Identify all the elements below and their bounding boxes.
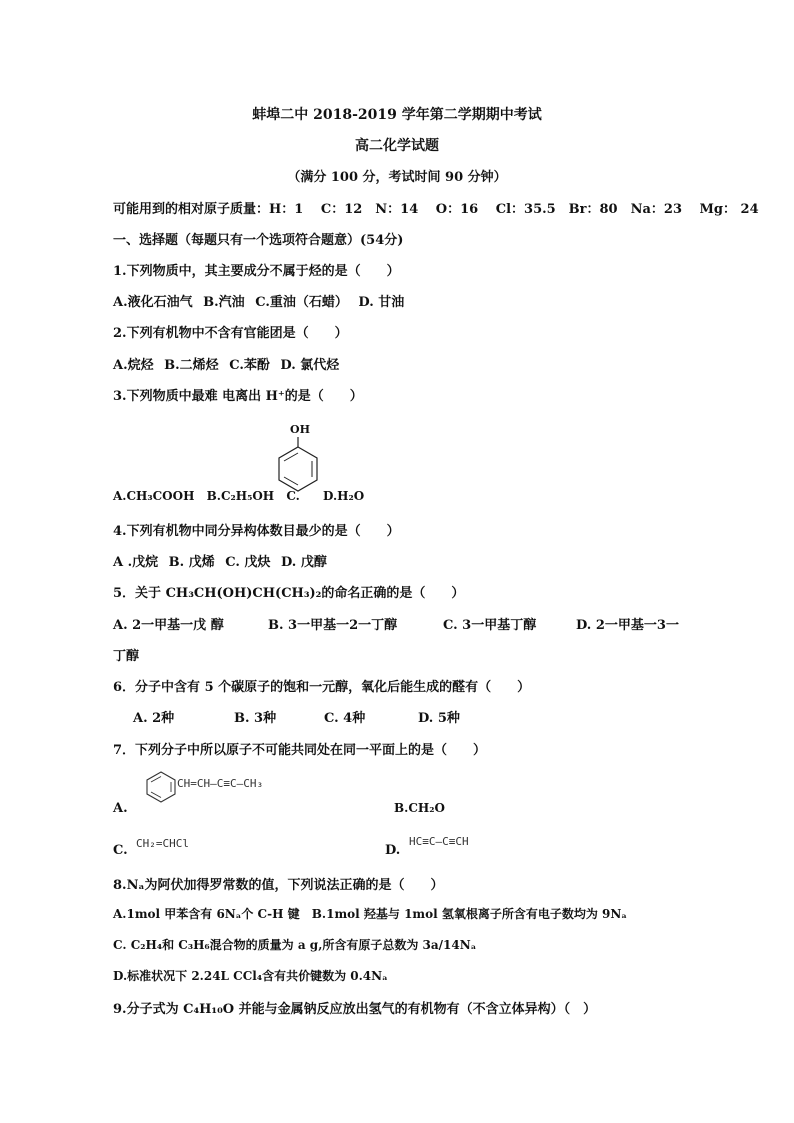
option-a: A.CH₃COOH [113,489,195,503]
option-a: A.液化石油气 [113,295,193,310]
option-b: B.C₂H₅OH [206,489,275,503]
question-5-option-a: A. 2一甲基一戊 醇 [113,618,224,633]
phenol-oh-label: OH [290,423,310,436]
question-3-options [113,489,300,503]
option-c: C. 戊炔 [225,555,271,570]
question-8-options-ab [113,905,627,922]
question-7-a-formula: CH=CH—C≡C—CH₃ [177,777,264,790]
question-5-option-d: D. 2一甲基一3一 [576,618,679,633]
exam-info: （满分 100 分，考试时间 90 分钟） [287,170,507,185]
option-d: D. 氯代烃 [280,358,340,373]
option-b: B.二烯烃 [164,358,219,373]
question-2-options [113,354,345,373]
question-4-options [113,551,333,570]
option-d: D. 甘油 [358,295,405,310]
section-heading: 一、选择题（每题只有一个选项符合题意）(54分) [113,233,404,248]
question-6-option-b: B. 3种 [234,711,277,726]
question-6-option-d: D. 5种 [418,711,460,726]
benzene-ring-structure [144,770,178,804]
question-5-option-c: C. 3一甲基丁醇 [443,618,537,633]
option-a: A .戊烷 [113,555,159,570]
atomic-masses: 可能用到的相对原子质量：H：1 C：12 N：14 O：16 Cl：35.5 Br：80 Na：23 Mg： 24 [113,202,759,217]
option-c: C.苯酚 [229,358,270,373]
exam-subject: 高二化学试题 [355,138,439,154]
question-7-option-d: D. [385,843,401,858]
question-6-stem: 6．分子中含有 5 个碳原子的饱和一元醇，氧化后能生成的醛有（ ） [113,680,531,695]
question-8-option-c: C. C₂H₄和 C₃H₆混合物的质量为 a g,所含有原子总数为 3a/14Nₐ [113,938,477,952]
question-5-option-b: B. 3一甲基一2一丁醇 [268,618,398,633]
question-1-options [113,291,410,310]
question-6-option-c: C. 4种 [324,711,366,726]
option-c: C. [286,489,300,503]
question-8-option-d: D.标准状况下 2.24L CCl₄含有共价键数为 0.4Nₐ [113,969,388,983]
option-a: A.烷烃 [113,358,154,373]
question-7-option-c: C. [113,843,128,858]
question-5-option-d-cont: 丁醇 [113,649,140,664]
option-d: D. 戊醇 [280,555,327,570]
question-4-stem: 4.下列有机物中同分异构体数目最少的是（ ） [113,524,400,539]
question-3-option-d: D.H₂O [323,489,365,503]
question-9-stem: 9.分子式为 C₄H₁₀O 并能与金属钠反应放出氢气的有机物有（不含立体异构）（ ） [113,1002,597,1017]
option-b: B.1mol 羟基与 1mol 氢氧根离子所含有电子数均为 9Nₐ [311,907,627,921]
question-7-c-formula: CH₂=CHCl [136,837,189,850]
question-6-option-a: A. 2种 [133,711,175,726]
question-7-option-a: A. [113,801,128,816]
option-a: A.1mol 甲苯含有 6Nₐ个 C-H 键 [113,907,300,921]
question-1-stem: 1.下列物质中，其主要成分不属于烃的是（ ） [113,264,400,279]
question-3-stem: 3.下列物质中最难 电离出 H⁺的是（ ） [113,389,363,404]
question-7-option-b: B.CH₂O [394,801,445,815]
option-b: B.汽油 [203,295,245,310]
question-7-d-formula: HC≡C—C≡CH [409,835,469,848]
question-5-stem: 5．关于 CH₃CH(OH)CH(CH₃)₂的命名正确的是（ ） [113,586,465,601]
question-2-stem: 2.下列有机物中不含有官能团是（ ） [113,326,348,341]
option-c: C.重油（石蜡） [255,295,348,310]
option-b: B. 戊烯 [168,555,215,570]
question-8-stem: 8.Nₐ为阿伏加得罗常数的值，下列说法正确的是（ ） [113,878,444,893]
exam-title: 蚌埠二中 2018-2019 学年第二学期期中考试 [252,107,542,123]
question-7-stem: 7．下列分子中所以原子不可能共同处在同一平面上的是（ ） [113,743,487,758]
